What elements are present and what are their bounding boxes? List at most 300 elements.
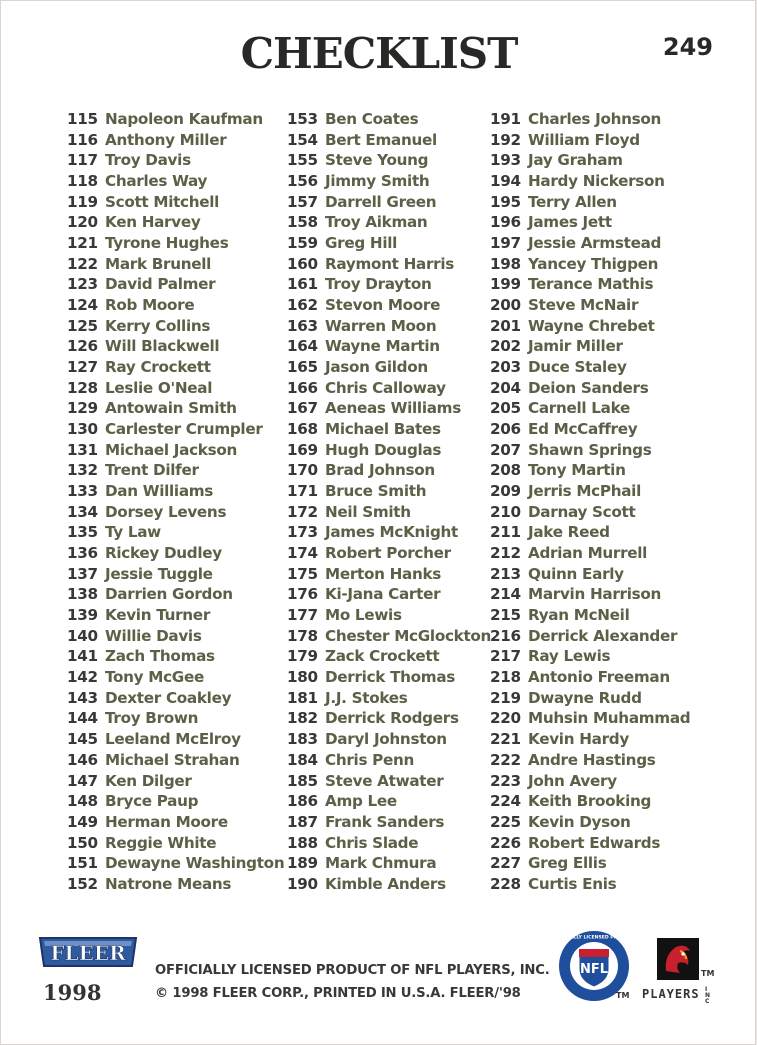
player-name: Chris Penn <box>325 750 415 769</box>
player-name: Bruce Smith <box>325 482 427 501</box>
card-number-entry: 182 <box>287 709 318 728</box>
card-number-entry: 136 <box>67 544 98 563</box>
player-name: Greg Hill <box>325 234 398 253</box>
player-name: Terry Allen <box>528 192 617 211</box>
card-number-entry: 185 <box>287 771 318 790</box>
checklist-row <box>67 150 281 171</box>
checklist-row <box>490 440 710 461</box>
card-number-entry: 209 <box>490 482 521 501</box>
player-name: Jerris McPhail <box>528 482 641 501</box>
checklist-row <box>490 729 710 750</box>
checklist-row <box>287 212 487 233</box>
player-name: Duce Staley <box>528 358 627 377</box>
checklist-row <box>287 378 487 399</box>
checklist-row <box>67 564 281 585</box>
player-name: David Palmer <box>105 275 216 294</box>
checklist-row <box>67 688 281 709</box>
checklist-row <box>67 440 281 461</box>
checklist-row <box>490 233 710 254</box>
player-name: Chester McGlockton <box>325 626 492 645</box>
card-number-entry: 226 <box>490 833 521 852</box>
checklist-row <box>490 874 710 895</box>
checklist-row <box>490 295 710 316</box>
card-number-entry: 176 <box>287 585 318 604</box>
player-name: Wayne Martin <box>325 337 440 356</box>
checklist-row <box>67 212 281 233</box>
checklist-row <box>67 192 281 213</box>
shield-ring-text: OFFICIALLY LICENSED PRODUCT <box>552 935 636 941</box>
checklist-row <box>67 295 281 316</box>
checklist-row <box>287 729 487 750</box>
player-name: Jimmy Smith <box>325 172 430 191</box>
player-name: John Avery <box>528 771 617 790</box>
checklist-row <box>287 192 487 213</box>
checklist-row <box>287 812 487 833</box>
checklist-row <box>67 833 281 854</box>
player-name: Natrone Means <box>105 874 232 893</box>
checklist-row <box>67 853 285 874</box>
card-number-entry: 166 <box>287 378 318 397</box>
card-number-entry: 171 <box>287 482 318 501</box>
checklist-row <box>287 564 487 585</box>
card-number-entry: 177 <box>287 606 318 625</box>
card-number-entry: 125 <box>67 316 98 335</box>
fleer-logo-text: FLEER <box>50 941 126 965</box>
checklist-row <box>490 605 710 626</box>
checklist-row <box>287 419 487 440</box>
card-number-entry: 202 <box>490 337 521 356</box>
card-number-entry: 173 <box>287 523 318 542</box>
card-number-entry: 208 <box>490 461 521 480</box>
card-number-entry: 132 <box>67 461 98 480</box>
card-number-entry: 181 <box>287 688 318 707</box>
player-name: Keith Brooking <box>528 792 652 811</box>
player-name: Robert Edwards <box>528 833 661 852</box>
player-name: Ki-Jana Carter <box>325 585 441 604</box>
checklist-row <box>490 812 710 833</box>
card-number-entry: 115 <box>67 110 98 128</box>
player-name: Yancey Thigpen <box>528 254 659 273</box>
card-number-entry: 140 <box>67 626 98 645</box>
card-number-entry: 158 <box>287 213 318 232</box>
card-number-entry: 116 <box>67 130 98 149</box>
checklist-row <box>287 646 487 667</box>
checklist-row <box>67 171 281 192</box>
player-name: Marvin Harrison <box>528 585 661 604</box>
checklist-row <box>67 750 281 771</box>
player-name: Bryce Paup <box>105 792 199 811</box>
player-name: Will Blackwell <box>105 337 220 356</box>
card-number-entry: 221 <box>490 730 521 749</box>
checklist-row <box>67 460 281 481</box>
checklist-row <box>67 708 281 729</box>
checklist-row <box>287 254 487 275</box>
player-name: Wayne Chrebet <box>528 316 655 335</box>
card-number-entry: 187 <box>287 812 318 831</box>
checklist-row <box>490 150 710 171</box>
checklist-row <box>287 708 487 729</box>
player-name: Deion Sanders <box>528 378 649 397</box>
player-name: Aeneas Williams <box>325 399 461 418</box>
player-name: Adrian Murrell <box>528 544 648 563</box>
card-number-entry: 130 <box>67 420 98 439</box>
player-name: Charles Way <box>105 172 208 191</box>
checklist-row <box>67 357 281 378</box>
player-name: Kevin Turner <box>105 606 211 625</box>
player-name: Antonio Freeman <box>528 668 670 687</box>
checklist-row <box>287 502 487 523</box>
player-name: Andre Hastings <box>528 750 656 769</box>
player-name: Dexter Coakley <box>105 688 232 707</box>
checklist-row <box>490 833 710 854</box>
checklist-row <box>287 336 487 357</box>
card-number-entry: 135 <box>67 523 98 542</box>
checklist-row <box>490 522 710 543</box>
player-name: Rickey Dudley <box>105 544 222 563</box>
card-number-entry: 207 <box>490 440 521 459</box>
player-name: Dorsey Levens <box>105 502 227 521</box>
card-number-entry: 222 <box>490 750 521 769</box>
card-number-entry: 154 <box>287 130 318 149</box>
card-number-entry: 174 <box>287 544 318 563</box>
card-number-entry: 210 <box>490 502 521 521</box>
checklist-row <box>287 853 487 874</box>
card-number-entry: 191 <box>490 110 521 128</box>
card-number-entry: 149 <box>67 812 98 831</box>
card-number-entry: 138 <box>67 585 98 604</box>
player-name: Kevin Dyson <box>528 812 631 831</box>
checklist-row <box>490 398 710 419</box>
card-number-entry: 121 <box>67 234 98 253</box>
player-name: Antowain Smith <box>105 399 237 418</box>
card-number-entry: 133 <box>67 482 98 501</box>
player-name: Hugh Douglas <box>325 440 442 459</box>
player-name: Tyrone Hughes <box>105 234 229 253</box>
checklist-row <box>287 584 487 605</box>
player-name: Darnay Scott <box>528 502 636 521</box>
card-number-entry: 228 <box>490 874 521 893</box>
player-name: Chris Calloway <box>325 378 446 397</box>
card-number-entry: 139 <box>67 606 98 625</box>
player-name: Ray Lewis <box>528 647 611 666</box>
card-number-entry: 123 <box>67 275 98 294</box>
player-name: Ben Coates <box>325 110 419 128</box>
checklist-row <box>67 130 281 151</box>
card-number-entry: 134 <box>67 502 98 521</box>
checklist-row <box>490 708 710 729</box>
player-name: Derrick Rodgers <box>325 709 459 728</box>
checklist-row <box>287 440 487 461</box>
checklist-row <box>490 853 710 874</box>
player-name: Leeland McElroy <box>105 730 241 749</box>
player-name: Steve McNair <box>528 296 639 315</box>
player-name: Steve Young <box>325 151 429 170</box>
player-name: Amp Lee <box>325 792 397 811</box>
card-number-entry: 198 <box>490 254 521 273</box>
card-number-entry: 164 <box>287 337 318 356</box>
card-number-entry: 161 <box>287 275 318 294</box>
card-number-entry: 188 <box>287 833 318 852</box>
checklist-row <box>490 543 710 564</box>
player-name: Bert Emanuel <box>325 130 437 149</box>
card-number-entry: 120 <box>67 213 98 232</box>
checklist-row <box>67 502 281 523</box>
player-name: Mark Chmura <box>325 854 437 873</box>
player-name: Kevin Hardy <box>528 730 629 749</box>
checklist-row <box>490 584 710 605</box>
player-name: Trent Dilfer <box>105 461 199 480</box>
copyright-line: © 1998 FLEER CORP., PRINTED IN U.S.A. FLEER/'98 <box>155 986 521 1001</box>
player-name: Jessie Armstead <box>528 234 662 253</box>
card-number-entry: 163 <box>287 316 318 335</box>
card-number-entry: 190 <box>287 874 318 893</box>
card-number-entry: 217 <box>490 647 521 666</box>
player-name: Zach Thomas <box>105 647 215 666</box>
checklist-row <box>67 771 281 792</box>
card-number-entry: 196 <box>490 213 521 232</box>
player-name: Terance Mathis <box>528 275 654 294</box>
checklist-column-2 <box>287 109 492 895</box>
card-number-entry: 215 <box>490 606 521 625</box>
checklist-row <box>490 419 710 440</box>
player-name: Darrien Gordon <box>105 585 233 604</box>
card-number-entry: 168 <box>287 420 318 439</box>
player-name: Reggie White <box>105 833 217 852</box>
checklist-row <box>67 729 281 750</box>
player-name: Jay Graham <box>528 151 623 170</box>
card-number-entry: 201 <box>490 316 521 335</box>
checklist-row <box>490 502 710 523</box>
card-number-entry: 143 <box>67 688 98 707</box>
checklist-row <box>287 688 487 709</box>
player-name: Carnell Lake <box>528 399 631 418</box>
checklist-row <box>490 171 710 192</box>
card-number-entry: 150 <box>67 833 98 852</box>
player-name: Shawn Springs <box>528 440 652 459</box>
card-number-entry: 159 <box>287 234 318 253</box>
checklist-row <box>67 522 281 543</box>
player-name: Warren Moon <box>325 316 437 335</box>
card-number-entry: 153 <box>287 110 318 128</box>
card-number: 249 <box>662 33 713 61</box>
player-name: Derrick Thomas <box>325 668 456 687</box>
player-name: Ken Harvey <box>105 213 201 232</box>
player-name: Leslie O'Neal <box>105 378 213 397</box>
checklist-row <box>67 378 281 399</box>
year-label: 1998 <box>43 980 102 1005</box>
player-name: Jake Reed <box>528 523 610 542</box>
card-number-entry: 184 <box>287 750 318 769</box>
card-number-entry: 223 <box>490 771 521 790</box>
player-name: Chris Slade <box>325 833 419 852</box>
card-number-entry: 155 <box>287 151 318 170</box>
license-line: OFFICIALLY LICENSED PRODUCT OF NFL PLAYERS, INC. <box>155 963 550 978</box>
checklist-row <box>490 357 710 378</box>
card-number-entry: 213 <box>490 564 521 583</box>
players-inc-logo-icon <box>656 937 700 981</box>
checklist-row <box>287 398 487 419</box>
player-name: Hardy Nickerson <box>528 172 665 191</box>
checklist-row <box>67 812 281 833</box>
card-number-entry: 178 <box>287 626 318 645</box>
card-number-entry: 206 <box>490 420 521 439</box>
card-number-entry: 129 <box>67 399 98 418</box>
checklist-row <box>287 522 487 543</box>
checklist-column-1 <box>67 109 285 895</box>
player-name: Ken Dilger <box>105 771 192 790</box>
player-name: Ty Law <box>105 523 161 542</box>
checklist-column-3 <box>490 109 710 895</box>
card-number-entry: 218 <box>490 668 521 687</box>
checklist-row <box>287 750 487 771</box>
player-name: Jason Gildon <box>325 358 428 377</box>
checklist-row <box>287 130 487 151</box>
checklist-row <box>287 171 487 192</box>
player-name: Michael Strahan <box>105 750 240 769</box>
checklist-row <box>67 481 281 502</box>
card-number-entry: 127 <box>67 358 98 377</box>
card-number-entry: 197 <box>490 234 521 253</box>
card-number-entry: 142 <box>67 668 98 687</box>
players-wordmark: PLAYERS <box>642 987 700 1001</box>
checklist-row <box>490 791 710 812</box>
checklist-row <box>490 771 710 792</box>
tm-mark: TM <box>616 991 630 1000</box>
nfl-shield-text: NFL <box>579 962 609 977</box>
checklist-row <box>490 192 710 213</box>
checklist-row <box>287 771 487 792</box>
card-number-entry: 220 <box>490 709 521 728</box>
players-inc-mark: INC <box>705 986 711 1005</box>
player-name: Mo Lewis <box>325 606 402 625</box>
card-number-entry: 151 <box>67 854 98 873</box>
card-number-entry: 141 <box>67 647 98 666</box>
card-number-entry: 194 <box>490 172 521 191</box>
card-number-entry: 169 <box>287 440 318 459</box>
checklist-row <box>67 605 281 626</box>
card-number-entry: 124 <box>67 296 98 315</box>
checklist-row <box>287 481 487 502</box>
player-name: Greg Ellis <box>528 854 607 873</box>
player-name: Zack Crockett <box>325 647 440 666</box>
card-number-entry: 195 <box>490 192 521 211</box>
checklist-row <box>287 274 487 295</box>
player-name: James McKnight <box>325 523 458 542</box>
player-name: Ryan McNeil <box>528 606 630 625</box>
checklist-row <box>67 398 281 419</box>
player-name: Troy Aikman <box>325 213 428 232</box>
player-name: Napoleon Kaufman <box>105 110 263 128</box>
checklist-row <box>287 316 487 337</box>
checklist-row <box>490 564 710 585</box>
card-number-entry: 211 <box>490 523 521 542</box>
player-name: Troy Davis <box>105 151 191 170</box>
checklist-row <box>67 667 281 688</box>
card-number-entry: 216 <box>490 626 521 645</box>
card-number-entry: 180 <box>287 668 318 687</box>
card-number-entry: 146 <box>67 750 98 769</box>
checklist-row <box>67 419 281 440</box>
player-name: Michael Jackson <box>105 440 237 459</box>
card-number-entry: 147 <box>67 771 98 790</box>
player-name: Derrick Alexander <box>528 626 678 645</box>
card-number-entry: 117 <box>67 151 98 170</box>
card-number-entry: 118 <box>67 172 98 191</box>
card-number-entry: 122 <box>67 254 98 273</box>
fleer-logo-icon <box>36 932 140 972</box>
card-number-entry: 205 <box>490 399 521 418</box>
player-name: Merton Hanks <box>325 564 442 583</box>
checklist-row <box>67 626 281 647</box>
checklist-row <box>490 460 710 481</box>
checklist-row <box>490 316 710 337</box>
checklist-row <box>490 667 710 688</box>
player-name: Quinn Early <box>528 564 624 583</box>
player-name: Kerry Collins <box>105 316 211 335</box>
checklist-row <box>67 233 281 254</box>
card-number-entry: 119 <box>67 192 98 211</box>
page-title: CHECKLIST <box>240 29 518 78</box>
card-number-entry: 199 <box>490 275 521 294</box>
card-number-entry: 214 <box>490 585 521 604</box>
checklist-row <box>287 833 487 854</box>
player-name: Willie Davis <box>105 626 202 645</box>
card-number-entry: 224 <box>490 792 521 811</box>
card-number-entry: 137 <box>67 564 98 583</box>
player-name: Tony McGee <box>105 668 204 687</box>
card-number-entry: 204 <box>490 378 521 397</box>
player-name: Daryl Johnston <box>325 730 447 749</box>
checklist-row <box>287 791 487 812</box>
checklist-row <box>490 626 710 647</box>
card-number-entry: 189 <box>287 854 318 873</box>
checklist-row <box>67 543 281 564</box>
player-name: William Floyd <box>528 130 640 149</box>
card-number-entry: 200 <box>490 296 521 315</box>
checklist-row <box>287 605 487 626</box>
player-name: Raymont Harris <box>325 254 454 273</box>
card-number-entry: 162 <box>287 296 318 315</box>
player-name: Michael Bates <box>325 420 441 439</box>
checklist-row <box>287 460 487 481</box>
checklist-row <box>490 688 710 709</box>
player-name: Ray Crockett <box>105 358 211 377</box>
player-name: Dwayne Rudd <box>528 688 642 707</box>
checklist-row <box>287 109 487 130</box>
checklist-row <box>490 130 710 151</box>
checklist-row <box>287 295 487 316</box>
checklist-row <box>287 874 487 895</box>
card-number-entry: 152 <box>67 874 98 893</box>
player-name: Dan Williams <box>105 482 214 501</box>
tm-mark-players: TM <box>701 969 715 978</box>
card-number-entry: 156 <box>287 172 318 191</box>
card-number-entry: 193 <box>490 151 521 170</box>
player-name: Jessie Tuggle <box>105 564 213 583</box>
card-number-entry: 203 <box>490 358 521 377</box>
card-number-entry: 126 <box>67 337 98 356</box>
checklist-row <box>67 584 281 605</box>
player-name: Mark Brunell <box>105 254 212 273</box>
player-name: Ed McCaffrey <box>528 420 638 439</box>
player-name: Muhsin Muhammad <box>528 709 691 728</box>
checklist-row <box>67 791 281 812</box>
card-number-entry: 172 <box>287 502 318 521</box>
checklist-row <box>490 274 710 295</box>
checklist-row <box>490 109 710 130</box>
player-name: Troy Brown <box>105 709 199 728</box>
player-name: James Jett <box>528 213 612 232</box>
